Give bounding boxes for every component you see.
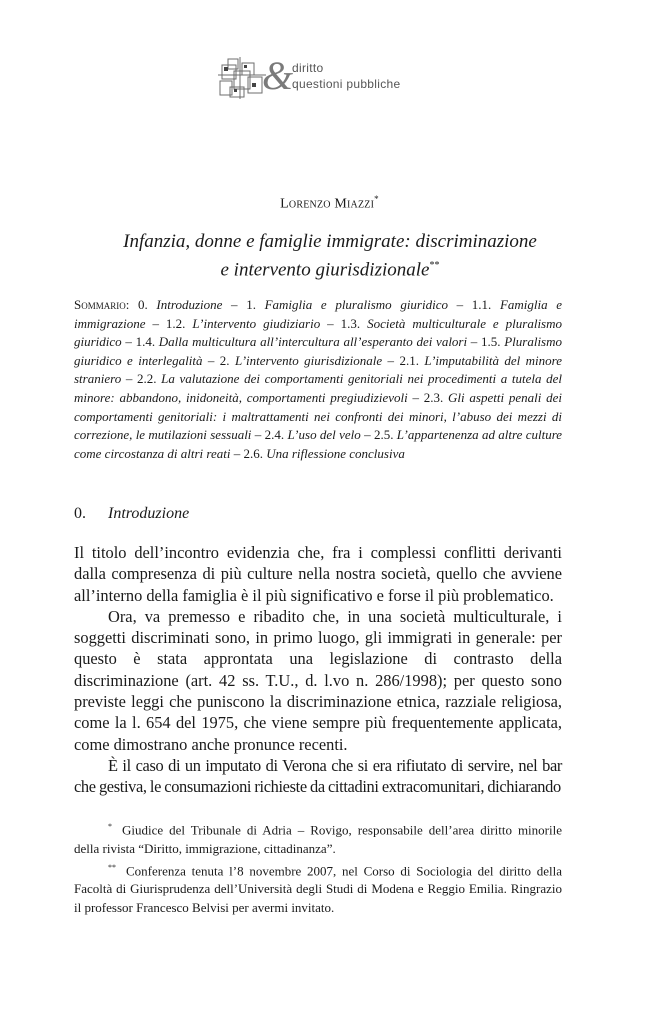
summary-item-number: 2.5. xyxy=(370,427,397,443)
summary-item-link[interactable]: Società multiculturale e pluralismo giuridico xyxy=(74,315,563,350)
summary-item-number: 2.2. xyxy=(132,371,162,387)
summary-separator: – xyxy=(382,352,395,368)
summary-item-number: 1.3. xyxy=(333,315,368,331)
paragraph-1: Il titolo dell’incontro evidenzia che, fra i complessi conflitti derivanti dalla compresenza di più culture nella nostra società, quello che avviene all’interno della famiglia è il più significativo e forse il più problematico. xyxy=(74,543,562,605)
summary-item-link[interactable]: L’intervento giudiziario xyxy=(192,315,321,331)
summary-item-link[interactable]: L’intervento giurisdizionale xyxy=(234,352,383,368)
summary-item-number: 1.1. xyxy=(463,297,500,312)
footnotes xyxy=(74,818,562,918)
summary-item-link[interactable]: Gli aspetti penali dei comportamenti genitoriali: i maltrattamenti nei confronti dei minori, l’abuso dei mezzi di correzione, le mutilazioni sessuali xyxy=(74,389,563,443)
summary-item-link[interactable]: L’appartenenza ad altre culture come circostanza di altri reati xyxy=(74,427,563,461)
summary-separator: – xyxy=(121,371,133,387)
summary-separator: – xyxy=(121,334,132,350)
summary-item-number: 1.4. xyxy=(131,334,159,350)
section-heading xyxy=(74,505,189,523)
summary-separator: – xyxy=(320,315,334,331)
title-footnote-mark[interactable]: ** xyxy=(429,260,440,271)
summary-lead: Sommario: xyxy=(74,297,130,312)
summary-item-link[interactable]: Dalla multicultura all’intercultura all’esperanto dei valori xyxy=(158,334,468,350)
logo-ampersand: & xyxy=(262,53,294,98)
logo-text-diritto: diritto xyxy=(292,61,324,75)
summary-separator: – xyxy=(360,427,371,443)
summary-separator: – xyxy=(447,297,464,312)
summary-item-link[interactable]: Introduzione xyxy=(156,297,223,312)
paragraph-2: Ora, va premesso e ribadito che, in una società multiculturale, i soggetti discriminati sono, in primo luogo, gli immigrati in generale: per questo è stata approntata una legislazione di contrasto della discriminazione (art. 42 ss. T.U., d. l.vo n. 286/1998); per questo sono previste leggi che puniscono la discriminazione etnica, razziale religiosa, come la l. 654 del 1975, che viene sempre più frequentemente applicata, come dimostrano anche pronunce recenti. xyxy=(74,606,562,754)
summary-items xyxy=(74,297,562,461)
summary-separator: – xyxy=(145,315,159,331)
summary-item-number: 2.1. xyxy=(394,352,425,368)
paragraph-3: È il caso di un imputato di Verona che si era rifiutato di servire, nel bar che gestiva, le consumazioni richieste da cittadini extracomunitari, dichiarando xyxy=(74,755,562,797)
logo-text-questioni: questioni pubbliche xyxy=(292,77,401,91)
summary-separator: – xyxy=(202,352,215,368)
summary-item-link[interactable]: La valutazione dei comportamenti genitoriali nei procedimenti a tutela del minore: abbandono, inidoneità, comportamenti pregiudizievoli xyxy=(74,371,563,405)
summary-item-number: 1. xyxy=(237,297,265,312)
author-footnote-mark[interactable]: * xyxy=(374,194,379,204)
summary-item-link[interactable]: Famiglia e pluralismo giuridico xyxy=(264,297,448,312)
summary-item-link[interactable]: Una riflessione conclusiva xyxy=(266,445,405,461)
author-name xyxy=(0,194,659,213)
footnote xyxy=(74,859,562,918)
summary-item-link[interactable]: L’uso del velo xyxy=(287,427,361,443)
summary-item-link[interactable]: Pluralismo giuridico e interlegalità xyxy=(74,334,563,368)
summary-separator: – xyxy=(251,427,262,443)
summary-item-number: 2.4. xyxy=(261,427,288,443)
summary-block xyxy=(74,296,562,463)
footnote-text: Conferenza tenuta l’8 novembre 2007, nel Corso di Sociologia del diritto della Facoltà di Giurisprudenza dell’Università degli Studi di Modena e Reggio Emilia. Ringrazio il professor Francesco Belvisi per avermi invitato. xyxy=(74,862,562,916)
footnote xyxy=(74,818,562,859)
summary-item-link[interactable]: Famiglia e immigrazione xyxy=(74,297,563,331)
section-number: 0. xyxy=(74,505,86,522)
article-title xyxy=(60,230,600,282)
footnote-mark: ** xyxy=(108,862,116,872)
title-line-2: e intervento giurisdizionale xyxy=(220,259,430,281)
section-name: Introduzione xyxy=(108,505,190,522)
summary-item-number: 2.6. xyxy=(240,445,267,461)
author-name-text: Lorenzo Miazzi xyxy=(280,196,375,212)
summary-item-number: 2.3. xyxy=(418,389,449,405)
summary-item-number: 1.2. xyxy=(158,315,193,331)
summary-item-number: 2. xyxy=(214,352,235,368)
logo-grid-icon xyxy=(218,57,268,99)
journal-logo xyxy=(218,53,418,103)
summary-separator: – xyxy=(222,297,238,312)
summary-item-link[interactable]: L’imputabilità del minore straniero xyxy=(74,352,563,387)
title-line-1: Infanzia, donne e famiglie immigrate: discriminazione xyxy=(123,231,537,252)
summary-item-number: 0. xyxy=(138,297,157,312)
summary-item-number: 1.5. xyxy=(477,334,505,350)
summary-separator: – xyxy=(467,334,478,350)
summary-separator: – xyxy=(230,445,241,461)
summary-separator: – xyxy=(407,389,419,405)
body-text xyxy=(74,542,562,798)
footnote-text: Giudice del Tribunale di Adria – Rovigo, responsabile dell’area diritto minorile della rivista “Diritto, immigrazione, cittadinanza”. xyxy=(74,822,562,856)
footnote-mark: * xyxy=(108,822,112,831)
